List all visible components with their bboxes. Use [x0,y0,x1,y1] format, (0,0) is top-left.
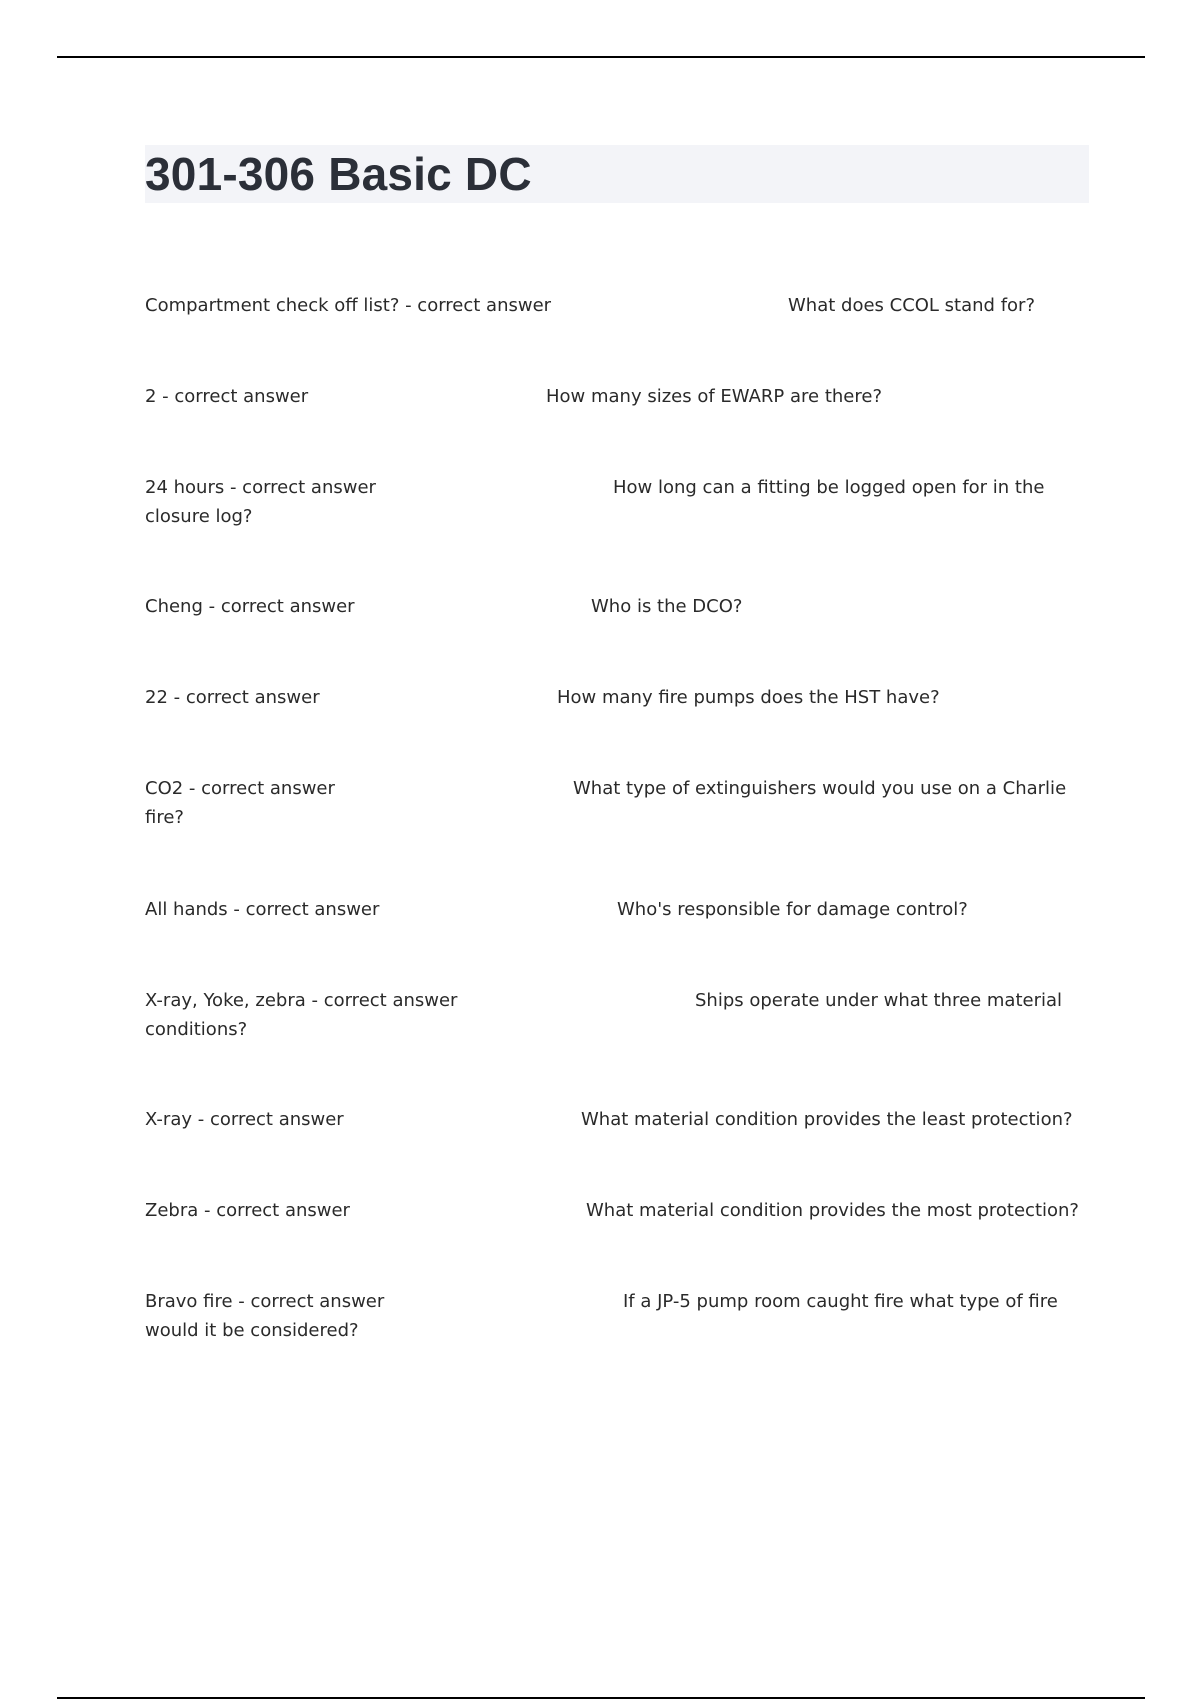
qa-question-continuation: conditions? [145,1019,248,1040]
title-banner [145,145,1089,203]
qa-question: How long can a fitting be logged open for in the [613,477,1045,498]
qa-answer: X-ray, Yoke, zebra - correct answer [145,990,458,1011]
qa-answer: CO2 - correct answer [145,778,335,799]
qa-answer: 24 hours - correct answer [145,477,376,498]
qa-question: How many sizes of EWARP are there? [546,386,882,407]
qa-question: Who's responsible for damage control? [617,899,968,920]
qa-answer: Zebra - correct answer [145,1200,350,1221]
qa-item [145,291,1089,320]
page-title: 301-306 Basic DC [145,148,532,200]
qa-question: What does CCOL stand for? [788,295,1036,316]
qa-question: What material condition provides the least protection? [581,1109,1073,1130]
qa-item [145,683,1089,712]
qa-question: How many fire pumps does the HST have? [557,687,940,708]
qa-answer: 2 - correct answer [145,386,309,407]
qa-item [145,1196,1089,1225]
qa-question-continuation: would it be considered? [145,1320,359,1341]
top-rule [57,56,1145,58]
qa-item [145,382,1089,411]
qa-answer: X-ray - correct answer [145,1109,344,1130]
qa-item [145,1287,1089,1345]
qa-item [145,986,1089,1044]
qa-question: If a JP-5 pump room caught fire what type of fire [623,1291,1058,1312]
qa-item [145,774,1089,832]
qa-question-continuation: fire? [145,807,184,828]
qa-answer: Compartment check off list? - correct answer [145,295,552,316]
qa-answer: Bravo fire - correct answer [145,1291,385,1312]
qa-question: What material condition provides the most protection? [586,1200,1079,1221]
qa-item [145,1105,1089,1134]
qa-question: Ships operate under what three material [695,990,1063,1011]
qa-item [145,473,1089,531]
qa-answer: Cheng - correct answer [145,596,355,617]
bottom-rule [57,1697,1145,1699]
qa-question: Who is the DCO? [591,596,743,617]
qa-question: What type of extinguishers would you use on a Charlie [573,778,1067,799]
qa-question-continuation: closure log? [145,506,253,527]
qa-item [145,592,1089,621]
qa-answer: 22 - correct answer [145,687,320,708]
qa-item [145,895,1089,924]
qa-answer: All hands - correct answer [145,899,380,920]
